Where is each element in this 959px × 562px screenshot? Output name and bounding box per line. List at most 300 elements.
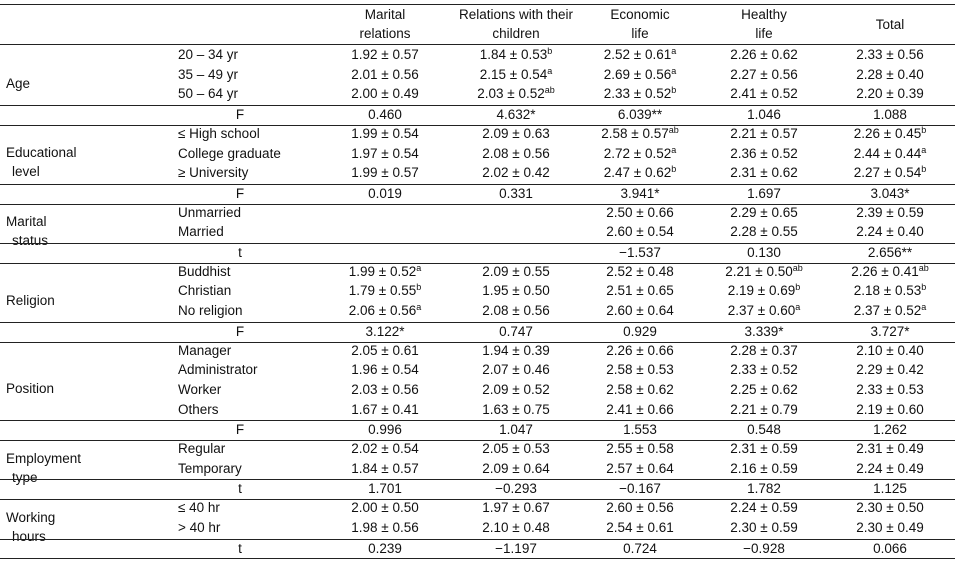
table-cell: [856, 45, 923, 64]
stat-value: [747, 243, 781, 262]
table-cell: [856, 203, 923, 222]
table-cell-value: 2.50 ± 0.66: [606, 204, 674, 220]
group-label-0-line-0-value: Age: [6, 75, 31, 91]
table-cell-superscript: a: [921, 302, 927, 313]
table-cell: [604, 163, 676, 182]
table-cell: [730, 65, 797, 84]
table-cell: [856, 380, 923, 399]
stat-value-value: 6.039**: [617, 107, 663, 123]
table-cell: [482, 144, 549, 163]
stat-value-value: 0.724: [623, 540, 657, 556]
table-cell-superscript: a: [921, 144, 927, 155]
stat-value: [870, 322, 909, 341]
stat-value: [619, 479, 661, 498]
table-cell: [482, 518, 549, 537]
group-bottom-rule: [0, 558, 955, 559]
group-label-4-line-0: [6, 379, 54, 398]
table-cell: [606, 222, 673, 241]
table-cell: [856, 222, 923, 241]
table-cell-value: 2.24 ± 0.40: [856, 224, 924, 240]
group-bottom-rule: [0, 499, 955, 500]
table-cell: [349, 262, 421, 281]
row-label-value: Worker: [178, 381, 222, 397]
table-cell-value: 2.10 ± 0.40: [856, 342, 924, 358]
table-cell: [606, 498, 673, 517]
row-label-value: 50 – 64 yr: [178, 86, 239, 102]
row-label-value: 20 – 34 yr: [178, 47, 239, 62]
table-cell: [351, 144, 418, 163]
header-healthy-life-line1: Healthy: [741, 7, 787, 22]
stat-label: [236, 105, 244, 124]
table-cell-value: 2.15 ± 0.54: [479, 66, 548, 82]
table-cell-value: 2.02 ± 0.42: [482, 165, 550, 181]
table-cell-value: 2.05 ± 0.53: [482, 441, 550, 456]
table-cell-superscript: a: [547, 65, 553, 76]
stat-value: [368, 420, 402, 439]
table-cell-value: 2.29 ± 0.42: [856, 362, 924, 378]
table-cell: [482, 281, 549, 300]
table-cell-value: 2.24 ± 0.59: [730, 500, 798, 516]
stat-value: [368, 184, 402, 203]
row-label-value: Buddhist: [178, 263, 231, 279]
row-label: [178, 439, 225, 458]
stat-value: [873, 105, 907, 124]
table-cell-value: 2.09 ± 0.63: [482, 125, 550, 141]
stat-value: [618, 105, 662, 124]
stat-value-value: 3.043*: [870, 185, 910, 201]
table-cell-value: 2.26 ± 0.62: [730, 47, 798, 62]
stat-value: [623, 539, 657, 558]
table-cell: [730, 518, 797, 537]
table-cell-superscript: b: [921, 124, 927, 135]
table-cell: [606, 281, 673, 300]
stat-value: [619, 243, 661, 262]
table-cell-value: 2.52 ± 0.48: [606, 263, 674, 279]
table-cell: [728, 281, 800, 300]
table-cell: [606, 203, 673, 222]
header-economic-life-line2: life: [631, 26, 649, 41]
table-cell-value: 2.37 ± 0.52: [853, 303, 922, 319]
table-cell-value: 2.09 ± 0.64: [482, 460, 550, 476]
header-healthy-life-line2: life: [755, 26, 773, 41]
stat-label-value: F: [235, 422, 245, 438]
table-cell-value: 2.08 ± 0.56: [482, 145, 550, 161]
stat-value-value: 0.019: [368, 185, 402, 201]
stat-value: [743, 539, 785, 558]
table-cell-value: 1.84 ± 0.53: [479, 47, 548, 62]
stat-value-value: 4.632*: [496, 107, 536, 123]
row-label-value: > 40 hr: [178, 519, 221, 535]
table-cell-superscript: a: [671, 65, 677, 76]
group-bottom-rule: [0, 263, 955, 264]
table-cell-value: 2.72 ± 0.52: [603, 145, 672, 161]
stat-label: [238, 479, 242, 498]
table-cell-value: 2.58 ± 0.57: [601, 125, 669, 141]
table-cell: [351, 439, 418, 458]
table-cell-value: 2.26 ± 0.41: [851, 263, 919, 279]
stat-label-value: F: [235, 185, 245, 201]
table-cell: [730, 45, 797, 64]
header-marital-relations-line2: relations: [359, 26, 411, 41]
group-label-6-line-1-value: hours: [12, 528, 46, 544]
table-cell: [482, 459, 549, 478]
row-label: [178, 84, 238, 103]
stat-row-rule: [0, 420, 955, 421]
stat-label-value: t: [238, 481, 242, 497]
stat-value-value: 1.262: [873, 422, 907, 438]
table-cell: [351, 341, 418, 360]
row-label: [178, 341, 231, 360]
table-cell-superscript: a: [671, 144, 677, 155]
stat-value-value: 0.130: [747, 245, 781, 260]
table-cell: [349, 281, 421, 300]
table-cell-value: 1.96 ± 0.54: [351, 362, 419, 378]
stat-label-value: F: [235, 107, 245, 123]
row-label: [178, 124, 260, 143]
table-cell: [728, 301, 800, 320]
group-label-5-line-1: [12, 468, 38, 487]
row-label-value: Temporary: [178, 460, 242, 476]
table-cell-value: 2.30 ± 0.50: [856, 500, 924, 516]
table-cell: [606, 439, 673, 458]
table-cell-value: 2.03 ± 0.52: [477, 86, 545, 102]
table-cell: [351, 518, 418, 537]
table-cell-value: 2.03 ± 0.56: [351, 381, 419, 397]
table-cell: [854, 124, 926, 143]
stat-value: [623, 420, 657, 439]
table-cell: [604, 84, 676, 103]
group-bottom-rule: [0, 440, 955, 441]
stat-value-value: 1.701: [368, 481, 402, 497]
stat-value: [747, 420, 781, 439]
stat-value-value: 0.929: [623, 323, 657, 339]
table-cell-superscript: b: [795, 282, 801, 293]
table-cell-value: 2.31 ± 0.59: [730, 441, 798, 456]
table-cell-value: 2.44 ± 0.44: [853, 145, 922, 161]
table-cell-value: 2.33 ± 0.56: [856, 47, 924, 62]
table-cell: [730, 203, 797, 222]
stat-value: [620, 184, 659, 203]
table-cell-value: 2.07 ± 0.46: [482, 362, 550, 378]
table-cell-superscript: ab: [668, 124, 679, 135]
stat-value: [499, 322, 533, 341]
table-cell-value: 2.28 ± 0.55: [730, 224, 798, 240]
table-cell-value: 2.00 ± 0.49: [351, 86, 419, 102]
table-cell-value: 2.60 ± 0.64: [606, 303, 674, 319]
table-cell-value: 2.26 ± 0.66: [606, 342, 674, 358]
table-cell-value: 2.25 ± 0.62: [730, 381, 798, 397]
stat-value: [873, 539, 907, 558]
table-cell-superscript: a: [416, 262, 422, 273]
stat-value: [744, 322, 783, 341]
table-cell-value: 2.69 ± 0.56: [603, 66, 672, 82]
stat-label: [236, 420, 244, 439]
table-cell-value: 2.21 ± 0.50: [725, 263, 793, 279]
table-cell-value: 2.27 ± 0.54: [853, 165, 922, 181]
row-label-value: Manager: [178, 342, 232, 358]
group-label-1-line-1: [12, 162, 40, 181]
table-cell-value: 2.54 ± 0.61: [606, 519, 674, 535]
table-cell-value: 1.97 ± 0.54: [351, 145, 419, 161]
table-cell: [854, 144, 926, 163]
table-cell-value: 2.55 ± 0.58: [606, 441, 674, 456]
table-cell-value: 2.47 ± 0.62: [603, 165, 672, 181]
table-cell-value: 2.37 ± 0.60: [727, 303, 796, 319]
table-cell-value: 2.27 ± 0.56: [730, 66, 798, 82]
row-label-value: Unmarried: [178, 204, 242, 220]
table-cell-superscript: a: [671, 46, 677, 56]
group-bottom-rule: [0, 342, 955, 343]
table-cell-value: 2.52 ± 0.61: [603, 47, 672, 62]
table-cell: [606, 459, 673, 478]
row-label-value: Regular: [178, 441, 226, 456]
table-cell: [351, 84, 418, 103]
table-cell: [477, 84, 554, 103]
stat-row-rule: [0, 539, 955, 540]
stat-value: [368, 479, 402, 498]
table-cell: [730, 222, 797, 241]
stat-value-value: 0.996: [368, 422, 402, 438]
group-label-1-line-1-value: level: [12, 164, 40, 180]
table-cell: [482, 360, 549, 379]
table-cell-value: 2.57 ± 0.64: [606, 460, 674, 476]
table-cell-value: 1.67 ± 0.41: [351, 401, 419, 417]
table-cell: [351, 459, 418, 478]
table-cell: [856, 459, 923, 478]
table-cell: [730, 144, 797, 163]
table-cell-value: 2.30 ± 0.59: [730, 519, 798, 535]
table-cell: [606, 341, 673, 360]
table-cell-superscript: b: [671, 85, 677, 96]
table-cell: [480, 45, 552, 64]
row-label-value: Others: [178, 401, 219, 417]
table-cell-value: 2.02 ± 0.54: [351, 441, 419, 456]
row-label: [178, 203, 241, 222]
row-label: [178, 65, 238, 84]
table-cell: [606, 400, 673, 419]
table-cell: [730, 498, 797, 517]
header-relations-children-line1: Relations with their: [458, 7, 574, 22]
table-cell-value: 1.84 ± 0.57: [351, 460, 419, 476]
header-relations-children-line2: children: [492, 26, 540, 41]
group-label-6-line-0: [6, 508, 55, 527]
group-label-6-line-0-value: Working: [6, 509, 56, 525]
row-label: [178, 459, 242, 478]
stat-value-value: −0.293: [495, 481, 537, 497]
stat-value-value: 1.047: [499, 422, 533, 438]
table-cell: [730, 124, 797, 143]
table-cell: [856, 360, 923, 379]
table-cell-value: 2.39 ± 0.59: [856, 204, 924, 220]
stat-value: [870, 184, 909, 203]
table-cell: [480, 65, 552, 84]
header-total: Total: [875, 17, 905, 32]
table-cell-value: 1.63 ± 0.75: [482, 401, 550, 417]
row-label: [178, 498, 220, 517]
stat-value: [623, 322, 657, 341]
row-label-value: College graduate: [178, 145, 281, 161]
stat-value: [368, 105, 402, 124]
table-cell-value: 1.94 ± 0.39: [482, 342, 550, 358]
stat-value-value: 0.331: [499, 185, 533, 201]
table-cell: [730, 360, 797, 379]
stat-label-value: t: [238, 540, 242, 556]
table-cell-superscript: a: [795, 302, 801, 313]
group-label-3-line-0-value: Religion: [6, 292, 55, 308]
row-label: [178, 518, 220, 537]
table-cell-value: 2.21 ± 0.57: [730, 125, 798, 141]
stat-value-value: 3.339*: [744, 323, 784, 339]
table-cell: [482, 124, 549, 143]
table-cell-value: 2.51 ± 0.65: [606, 283, 674, 299]
table-cell: [482, 498, 549, 517]
group-label-0-line-0: [6, 74, 30, 93]
table-cell: [606, 301, 673, 320]
stat-row-rule: [0, 105, 955, 106]
table-cell-value: 1.97 ± 0.67: [482, 500, 550, 516]
table-cell-value: 2.18 ± 0.53: [853, 283, 922, 299]
table-cell: [856, 400, 923, 419]
table-cell: [856, 518, 923, 537]
table-cell-superscript: ab: [918, 262, 929, 273]
stat-value-value: 1.088: [873, 107, 907, 123]
header-bottom-rule: [0, 44, 955, 45]
stat-value: [495, 479, 537, 498]
group-label-1-line-0-value: Educational: [6, 145, 77, 161]
stat-value-value: 0.239: [368, 540, 402, 556]
table-cell-value: 2.31 ± 0.62: [730, 165, 798, 181]
table-cell: [604, 65, 676, 84]
table-cell-value: 2.26 ± 0.45: [853, 125, 922, 141]
stat-value-value: 1.782: [747, 481, 781, 497]
group-label-3-line-0: [6, 291, 55, 310]
row-label-value: Administrator: [178, 362, 258, 378]
table-cell: [851, 262, 928, 281]
stat-value-value: 1.697: [747, 185, 781, 201]
row-label: [178, 360, 258, 379]
table-cell-value: 2.09 ± 0.52: [482, 381, 550, 397]
table-cell-value: 2.10 ± 0.48: [482, 519, 550, 535]
table-cell-superscript: ab: [544, 85, 555, 96]
table-cell-value: 2.28 ± 0.40: [856, 66, 924, 82]
table-cell-value: 2.16 ± 0.59: [730, 460, 798, 476]
table-cell-value: 2.06 ± 0.56: [348, 303, 417, 319]
table-cell-value: 2.09 ± 0.55: [482, 263, 550, 279]
table-cell-value: 2.60 ± 0.56: [606, 500, 674, 516]
row-label-value: ≤ High school: [178, 125, 260, 141]
stat-value: [499, 420, 533, 439]
stat-value-value: 3.122*: [365, 323, 405, 339]
stat-label: [238, 539, 242, 558]
table-cell: [351, 400, 418, 419]
table-cell-value: 2.30 ± 0.49: [856, 519, 924, 535]
group-label-2-line-1-value: status: [12, 233, 49, 249]
table-cell-value: 2.31 ± 0.49: [856, 441, 924, 456]
stat-value: [747, 479, 781, 498]
table-cell: [730, 459, 797, 478]
table-cell-superscript: b: [547, 46, 553, 56]
group-bottom-rule: [0, 125, 955, 126]
table-cell: [482, 262, 549, 281]
stat-value: [496, 105, 535, 124]
group-bottom-rule: [0, 204, 955, 205]
table-cell: [482, 301, 549, 320]
header-economic-life-line1: Economic: [610, 7, 670, 22]
table-cell-value: 2.00 ± 0.50: [351, 500, 419, 516]
stat-value-value: 0.460: [368, 107, 402, 123]
group-label-5-line-1-value: type: [12, 469, 38, 485]
row-label: [178, 45, 238, 64]
group-label-5-line-0: [6, 449, 81, 468]
stat-label: [238, 243, 242, 262]
row-label: [178, 400, 219, 419]
table-cell: [604, 45, 676, 64]
stat-value-value: 0.548: [747, 422, 781, 438]
table-cell: [730, 84, 797, 103]
group-label-2-line-0: [6, 212, 47, 231]
row-label-value: Married: [178, 224, 224, 240]
table-cell: [604, 144, 676, 163]
stat-label-value: F: [235, 323, 245, 339]
table-cell-value: 2.20 ± 0.39: [856, 86, 924, 102]
table-cell-value: 2.05 ± 0.61: [351, 342, 419, 358]
group-label-1-line-0: [6, 143, 77, 162]
table-cell: [606, 262, 673, 281]
table-cell-value: 1.99 ± 0.52: [348, 263, 417, 279]
table-cell: [730, 439, 797, 458]
group-label-4-line-0-value: Position: [6, 381, 55, 397]
row-label-value: 35 – 49 yr: [178, 66, 239, 82]
row-label: [178, 144, 281, 163]
table-cell: [482, 380, 549, 399]
table-cell-value: 2.36 ± 0.52: [730, 145, 798, 161]
row-label-value: No religion: [178, 303, 243, 319]
group-label-5-line-0-value: Employment: [6, 450, 82, 466]
table-cell-value: 2.41 ± 0.66: [606, 401, 674, 417]
row-label-value: ≤ 40 hr: [178, 500, 220, 516]
stat-value: [495, 539, 537, 558]
stat-value: [368, 539, 402, 558]
row-label: [178, 222, 224, 241]
table-cell: [854, 301, 926, 320]
table-cell: [730, 163, 797, 182]
stat-value-value: −0.928: [743, 540, 785, 556]
table-cell: [856, 439, 923, 458]
row-label: [178, 163, 248, 182]
table-cell: [856, 65, 923, 84]
stat-value: [747, 105, 781, 124]
table-cell: [482, 439, 549, 458]
table-cell: [482, 400, 549, 419]
table-cell: [351, 124, 418, 143]
table-cell-value: 2.60 ± 0.54: [606, 224, 674, 240]
table-cell-value: 2.58 ± 0.62: [606, 381, 674, 397]
stat-value-value: 3.941*: [620, 185, 660, 201]
table-cell-value: 2.33 ± 0.52: [730, 362, 798, 378]
stat-value: [747, 184, 781, 203]
table-cell-value: 2.28 ± 0.37: [730, 342, 798, 358]
table-cell-value: 1.95 ± 0.50: [482, 283, 550, 299]
table-cell-value: 2.29 ± 0.65: [730, 204, 798, 220]
table-cell: [854, 163, 926, 182]
stat-label: [236, 322, 244, 341]
table-cell: [482, 341, 549, 360]
stat-value-value: 0.747: [499, 323, 533, 339]
row-label: [178, 281, 231, 300]
stat-row-rule: [0, 322, 955, 323]
table-cell: [730, 400, 797, 419]
stat-value: [873, 420, 907, 439]
